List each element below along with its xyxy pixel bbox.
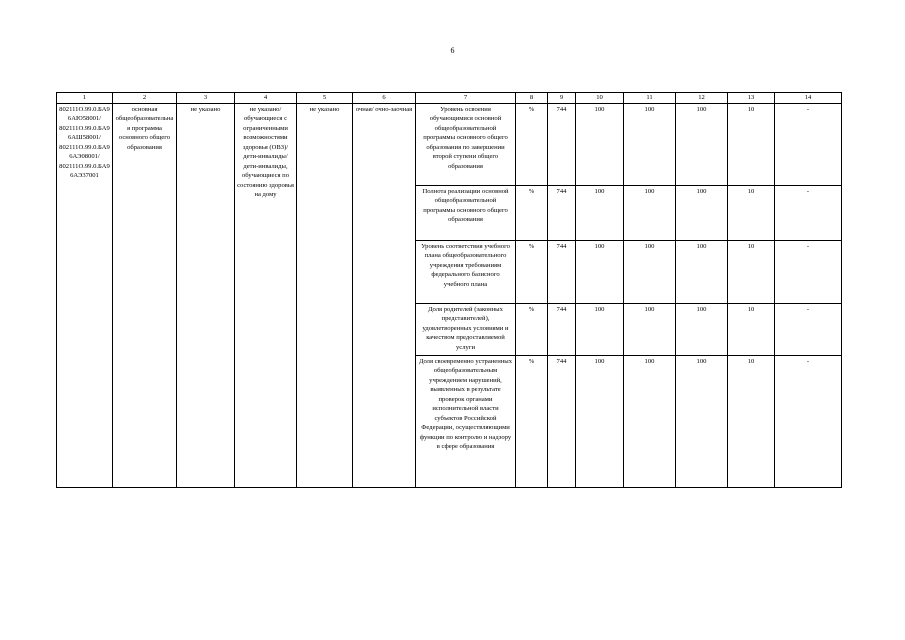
- column-header: 3: [177, 93, 235, 104]
- unit-cell: %: [516, 185, 548, 240]
- value-cell: 100: [624, 185, 676, 240]
- column-header: 4: [235, 93, 297, 104]
- column-header: 2: [113, 93, 177, 104]
- okei-code-cell: 744: [548, 103, 576, 185]
- unit-cell: %: [516, 240, 548, 303]
- value-cell: 100: [624, 303, 676, 355]
- note-cell: -: [775, 355, 842, 487]
- column-header: 5: [297, 93, 353, 104]
- value-cell: 100: [576, 240, 624, 303]
- unit-cell: %: [516, 355, 548, 487]
- deviation-cell: 10: [728, 303, 775, 355]
- consumer-category-cell: не указано/ обучающиеся с ограниченными возможностями здоровья (ОВЗ)/ дети-инвалиды/ дети-инвалиды, обучающиеся по состоянию здоровья на дому: [235, 103, 297, 487]
- value-cell: 100: [576, 103, 624, 185]
- value-cell: 100: [676, 103, 728, 185]
- value-cell: 100: [624, 103, 676, 185]
- indicator-cell: Доля своевременно устраненных общеобразовательным учреждением нарушений, выявленных в результате проверок органами исполнительной власти субъектов Российской Федерации, осуществляющими функции по контролю и надзору в сфере образования: [416, 355, 516, 487]
- note-cell: -: [775, 103, 842, 185]
- deviation-cell: 10: [728, 355, 775, 487]
- col3-cell: не указано: [177, 103, 235, 487]
- table-row: [57, 103, 842, 185]
- note-cell: -: [775, 185, 842, 240]
- column-header: 10: [576, 93, 624, 104]
- column-header: 12: [676, 93, 728, 104]
- col5-cell: не указано: [297, 103, 353, 487]
- value-cell: 100: [624, 355, 676, 487]
- indicator-cell: Полнота реализации основной общеобразовательной программы основного общего образования: [416, 185, 516, 240]
- value-cell: 100: [676, 355, 728, 487]
- deviation-cell: 10: [728, 240, 775, 303]
- value-cell: 100: [676, 185, 728, 240]
- study-form-cell: очная/ очно-заочная: [353, 103, 416, 487]
- unit-cell: %: [516, 103, 548, 185]
- column-header: 9: [548, 93, 576, 104]
- program-cell: основная общеобразовательная программа основного общего образования: [113, 103, 177, 487]
- note-cell: -: [775, 240, 842, 303]
- column-header: 6: [353, 93, 416, 104]
- okei-code-cell: 744: [548, 303, 576, 355]
- indicator-cell: Уровень освоения обучающимися основной общеобразовательной программы основного общего образования по завершении второй ступени общего образования: [416, 103, 516, 185]
- service-quality-table: [56, 92, 842, 488]
- column-header: 1: [57, 93, 113, 104]
- service-codes-cell: 802111О.99.0.БА96АЮ58001/ 802111О.99.0.БА96АШ58001/ 802111О.99.0.БА96АЭ08001/ 802111О.99.0.БА96АЭ37001: [57, 103, 113, 487]
- indicator-cell: Доля родителей (законных представителей), удовлетворенных условиями и качеством предоставляемой услуги: [416, 303, 516, 355]
- column-header: 14: [775, 93, 842, 104]
- value-cell: 100: [676, 240, 728, 303]
- indicator-cell: Уровень соответствия учебного плана общеобразовательного учреждения требованиям федерального базисного учебного плана: [416, 240, 516, 303]
- unit-cell: %: [516, 303, 548, 355]
- value-cell: 100: [624, 240, 676, 303]
- deviation-cell: 10: [728, 103, 775, 185]
- note-cell: -: [775, 303, 842, 355]
- header-row: [57, 93, 842, 104]
- page-number: 6: [450, 46, 455, 55]
- column-header: 13: [728, 93, 775, 104]
- value-cell: 100: [576, 303, 624, 355]
- okei-code-cell: 744: [548, 185, 576, 240]
- value-cell: 100: [576, 355, 624, 487]
- deviation-cell: 10: [728, 185, 775, 240]
- value-cell: 100: [676, 303, 728, 355]
- column-header: 11: [624, 93, 676, 104]
- okei-code-cell: 744: [548, 355, 576, 487]
- okei-code-cell: 744: [548, 240, 576, 303]
- value-cell: 100: [576, 185, 624, 240]
- column-header: 8: [516, 93, 548, 104]
- column-header: 7: [416, 93, 516, 104]
